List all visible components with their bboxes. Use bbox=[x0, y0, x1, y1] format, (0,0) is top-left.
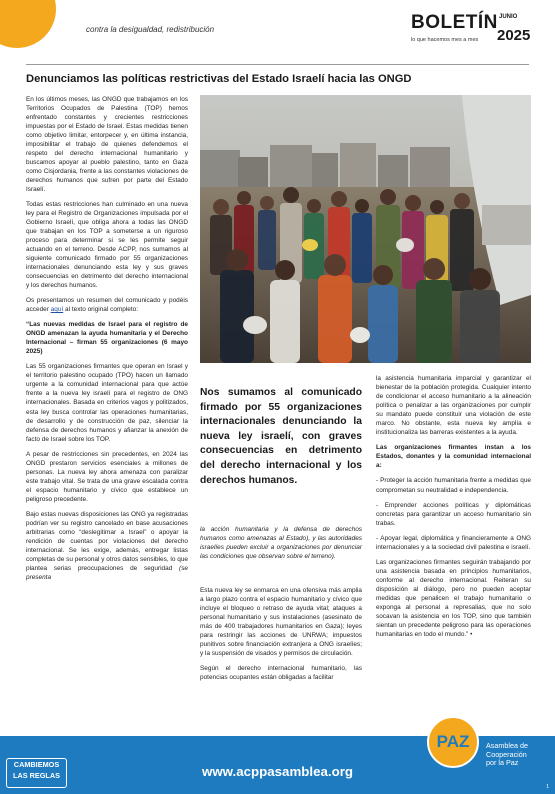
badge-line-1: CAMBIEMOS bbox=[13, 760, 60, 769]
left-paragraph-6: A pesar de restricciones sin precedentes, en 2024 las ONGD prestaron servicios esenciales a millones de personas. La nueva ley ahora amenaza con paralizar este trabajo vital. Se trata de una grave escalada contra el espacio humanitario y cívico que establece un peligroso precedente. bbox=[26, 450, 188, 503]
website-link[interactable]: www.acppasamblea.org bbox=[202, 764, 353, 779]
organization-name bbox=[486, 742, 542, 768]
footer-bar bbox=[0, 732, 555, 794]
left-paragraph-3 bbox=[26, 296, 188, 314]
logo-mark: PAZ bbox=[436, 732, 470, 751]
crowd-photo-illustration bbox=[200, 95, 531, 363]
middle-paragraph-1: Esta nueva ley se enmarca en una ofensiva más amplia a largo plazo contra el espacio humanitario y cívico que incluye el bloqueo o retraso de ayuda vital; ataques a personal humanitario y sus instalaciones (asesinato de más de 400 trabajadores humanitarios en Gaza); leyes para restringir las acciones de UNRWA; impuestos punitivos sobre financiación extranjera a ONG israelíes; y la suspensión de visados y permisos de circulación. bbox=[200, 587, 362, 658]
original-text-link[interactable]: aquí bbox=[50, 306, 64, 314]
bulletin-masthead bbox=[411, 12, 541, 48]
right-bullet-2: - Emprender acciones políticas y diplomáticas concretas para garantizar un acceso humanitario sin trabas. bbox=[376, 501, 531, 527]
pull-quote: Nos sumamos al comunicado firmado por 55 organizaciones internacionales denunciando la nueva ley israelí, con graves consecuencias en detrimento del derecho internacional y los derechos humanos. bbox=[200, 387, 362, 486]
left-paragraph-2: Todas estas restricciones han culminado en una nueva ley para el Registro de Organizaciones impulsada por el Gobierno Israelí, que obliga ahora a todas las ONGD que trabajan en los TOP a someterse a un riguroso proceso para determinar si se les permite seguir actuando en el terreno. Desde ACPP, nos sumamos al siguiente comunicado firmado por 55 organizaciones internacionales denunciando esta ley y sus graves consecuencias en detrimento del derecho internacional y los derechos humanos. bbox=[26, 200, 188, 289]
page-number: 1 bbox=[546, 784, 549, 790]
header-divider bbox=[26, 64, 529, 65]
bulletin-year: 2025 bbox=[497, 27, 531, 44]
left-paragraph-7-text: Bajo estas nuevas disposiciones las ONG ya registradas podrían ver su registro cancelado en base acusaciones arbitrarias como “deslegitimar a Israel” o apoyar la rendición de cuentas por violaciones del derecho internacional. Se les exige, además, entregar listas completas de su personal y otros datos sensibles, lo que plantea serias preocupaciones de seguridad bbox=[26, 510, 188, 573]
org-name-line-3: por la Paz bbox=[486, 758, 519, 768]
middle-paragraph-2: Según el derecho internacional humanitario, las potencias ocupantes están obligadas a facilitar bbox=[200, 665, 362, 682]
right-column bbox=[376, 374, 531, 645]
bulletin-subtitle: lo que hacemos mes a mes bbox=[411, 37, 479, 43]
right-bullet-1: - Proteger la acción humanitaria frente a medidas que comprometan su neutralidad e independencia. bbox=[376, 477, 531, 494]
right-paragraph-3: Las organizaciones firmantes seguirán trabajando por una asistencia basada en principios humanitarios, conforme al derecho internacional. Reiteran su disposición al diálogo, pero no pueden aceptar medidas que penalicen el trabajo humanitario o exponga al personal a represalias, que no solo socavan la asistencia en los TOP, sino que también sientan un precedente peligroso para las operaciones humanitarias en todo el mundo.” • bbox=[376, 558, 531, 639]
left-paragraph-1: En los últimos meses, las ONGD que trabajamos en los Territorios Ocupados de Palestina (TOP) hemos enfrentado constantes y crecientes restricciones impuestas por el Estado de Israel. Estas medidas tienen como objetivo limitar, entorpecer y, en última instancia, imposibilitar el trabajo de quienes defendemos el respeto del derecho internacional humanitario y buscamos apoyar al pueblo palestino, tanto en Gaza como Cisjordania, frente a las constantes violaciones de derechos humanos que sufren por parte del Estado Israelí. bbox=[26, 96, 188, 194]
article-title: Denunciamos las políticas restrictivas del Estado Israelí hacia las ONGD bbox=[26, 73, 412, 85]
org-name-line-1: Asamblea de bbox=[486, 741, 528, 750]
badge-line-2: LAS REGLAS bbox=[12, 771, 61, 780]
bulletin-month: JUNIO bbox=[499, 14, 518, 20]
middle-italic-continuation: la acción humanitaria y la defensa de derechos humanos como amenazas al Estado), y las autoridades israelíes pueden excluir a organizaciones por denunciar las condiciones que observan sobre el terreno). bbox=[200, 526, 362, 561]
statement-title: “Las nuevas medidas de Israel para el registro de ONGD amenazan la ayuda humanitaria y el Derecho Internacional – firman 55 organizaciones (6 mayo 2025) bbox=[26, 321, 188, 356]
right-bullet-3: - Apoyar legal, diplomática y financieramente a ONG internacionales y a la sociedad civil palestina e israelí. bbox=[376, 534, 531, 551]
paz-logo-icon bbox=[427, 716, 479, 768]
header-tagline: contra la desigualdad, redistribución bbox=[86, 25, 215, 34]
corner-decoration-circle bbox=[0, 0, 56, 48]
left-paragraph-5: Las 55 organizaciones firmantes que operan en Israel y el territorio palestino ocupado (TPO) hacen un llamado urgente a la comunidad internacional para que actúe frente a la nueva ley israelí para el registro de ONG internacionales. Basada en criterios vagos y politizados, esta ley busca controlar las operaciones humanitarias, de desarrollo y de construcción de paz, silenciar la defensa de derechos humanos y afianzar la anexión de facto de Israel sobre los TOP. bbox=[26, 363, 188, 443]
link-outro-text: al texto original completo: bbox=[63, 306, 139, 314]
link-intro-text: Os presentamos un resumen del comunicado y podéis acceder bbox=[26, 296, 188, 314]
bulletin-title: BOLETÍN bbox=[411, 12, 498, 33]
right-call-to-action: Las organizaciones firmantes instan a los Estados, donantes y la comunidad internacional a: bbox=[376, 444, 531, 470]
right-paragraph-1: la asistencia humanitaria imparcial y garantizar el bienestar de la población protegida. Cualquier intento de condicionar el acceso humanitario a la alineación política o penalizar a las organizaciones por cumplir su mandato puede constituir una violación de este marco. No obstante, esta nueva ley amplía e institucionaliza las barreras existentes a la ayuda. bbox=[376, 375, 531, 437]
org-name-line-2: Cooperación bbox=[486, 749, 527, 759]
left-column bbox=[26, 95, 188, 588]
article-photo bbox=[200, 95, 531, 363]
middle-column bbox=[200, 586, 362, 688]
left-paragraph-7-italic: (se presenta bbox=[26, 565, 188, 582]
left-paragraph-7 bbox=[26, 510, 188, 582]
